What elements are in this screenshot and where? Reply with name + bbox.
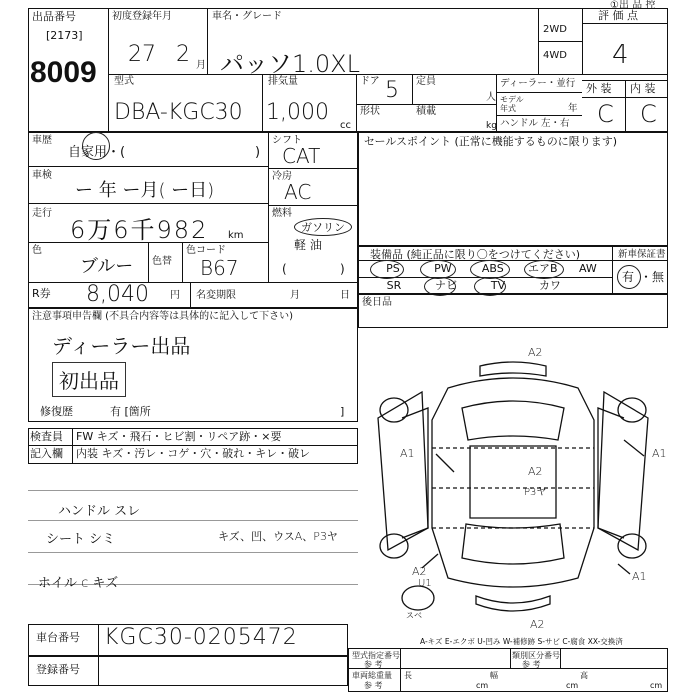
score-value: 4 bbox=[612, 40, 629, 70]
diagram-top: A2 bbox=[528, 346, 543, 359]
score-label: 評 価 点 bbox=[598, 9, 638, 22]
car-name-label: 車名・グレード bbox=[212, 11, 282, 22]
fuel-paren-open: ( bbox=[282, 262, 287, 276]
lot-sub: [2173] bbox=[46, 29, 83, 42]
warranty-no: 無 bbox=[652, 270, 665, 284]
month-unit: 月 bbox=[196, 60, 206, 71]
warranty-label: 新車保証書 bbox=[618, 249, 666, 260]
ref2-label: 参 考 bbox=[522, 660, 541, 669]
name-change-label: 名変期限 bbox=[196, 290, 236, 301]
equip-navi: ナビ bbox=[435, 279, 457, 292]
inspector-row2-label: 記入欄 bbox=[30, 447, 63, 460]
displacement-label: 排気量 bbox=[268, 76, 298, 87]
mileage-label: 走行 bbox=[32, 208, 52, 219]
diagram-bottom-left-note: スベ bbox=[406, 611, 422, 620]
equip-pw: PW bbox=[434, 262, 452, 275]
shape-label: 形状 bbox=[360, 106, 380, 117]
doors-label: ドア bbox=[360, 76, 380, 87]
diagram-right: A1 bbox=[652, 447, 667, 460]
ref3-label: 参 考 bbox=[364, 681, 383, 690]
reg-label: 登録番号 bbox=[36, 663, 80, 676]
diagram-bottom-left: A2 bbox=[412, 565, 427, 578]
inspection-label: 車検 bbox=[32, 170, 52, 181]
color-num-label: 色替 bbox=[152, 256, 172, 267]
cm-1: cm bbox=[476, 681, 489, 690]
diagram-center: A2 bbox=[528, 465, 543, 478]
ext-grade: C bbox=[597, 100, 614, 128]
km-unit: km bbox=[228, 230, 244, 241]
model-label: 型式 bbox=[114, 76, 134, 87]
history-value: 自家用・( bbox=[68, 145, 126, 160]
equip-ps: PS bbox=[386, 262, 400, 275]
height-label: 高 bbox=[580, 671, 588, 680]
model-year-label: モデル年式 bbox=[500, 95, 524, 113]
repair-value: 有 [箇所 bbox=[110, 405, 151, 418]
fuel-alt: 軽 油 bbox=[294, 238, 322, 252]
shift-value: CAT bbox=[282, 144, 321, 168]
fuel-value: ガソリン bbox=[294, 218, 352, 236]
inspector-row1-items: FW キズ・飛石・ヒビ割・リペア跡・×要 bbox=[76, 430, 282, 443]
inspection-value: ー 年 ー月( ー日) bbox=[75, 180, 215, 201]
color-value: ブルー bbox=[80, 256, 134, 277]
ac-value: AC bbox=[284, 180, 312, 204]
chassis-number: KGC30-0205472 bbox=[104, 625, 298, 650]
history-label: 車歴 bbox=[32, 135, 52, 146]
name-change-month: 月 bbox=[290, 290, 300, 301]
inspector-line3: ホイル c キズ bbox=[38, 576, 119, 591]
person-unit: 人 bbox=[486, 92, 496, 103]
rear-items-label: 後日品 bbox=[362, 297, 392, 308]
diagram-left: A1 bbox=[400, 447, 415, 460]
reg-date-label: 初度登録年月 bbox=[112, 11, 172, 22]
inspector-line2-right: キズ、凹、ウスA、P3ヤ bbox=[218, 530, 338, 543]
equip-airbag: エアB bbox=[527, 262, 558, 275]
type-no-label: 型式指定番号 bbox=[352, 651, 400, 660]
repair-label: 修復歴 bbox=[40, 405, 73, 418]
car-name: パッソ1.0XL bbox=[220, 50, 360, 78]
equip-tv: TV bbox=[490, 279, 506, 292]
length-label: 長 bbox=[404, 671, 412, 680]
lot-label: 出品番号 bbox=[32, 10, 76, 23]
shift-label: シフト bbox=[272, 135, 302, 146]
equip-leather: カワ bbox=[539, 279, 561, 292]
fuel-paren-close: ) bbox=[340, 262, 345, 276]
equip-abs: ABS bbox=[481, 262, 504, 275]
circle-airbag bbox=[524, 260, 564, 279]
warranty-yes: 有 bbox=[622, 270, 635, 284]
diagram-bottom-right: A1 bbox=[632, 570, 647, 583]
diagram-center-sub: P3ヤ bbox=[524, 487, 547, 498]
diagram-bottom: A2 bbox=[530, 618, 545, 631]
handle-label: ハンドル 左・右 bbox=[500, 118, 570, 129]
car-diagram bbox=[358, 328, 668, 624]
repair-close: ] bbox=[340, 405, 345, 418]
warranty-circle bbox=[617, 265, 641, 289]
ref1-label: 参 考 bbox=[364, 660, 383, 669]
circle-ps bbox=[370, 260, 404, 279]
dealer-label: ディーラー・並行 bbox=[500, 78, 576, 89]
notes-label: 注意事項申告欄 (不具合内容等は具体的に記入して下さい) bbox=[32, 311, 293, 322]
capacity-label: 定員 bbox=[416, 76, 436, 87]
fuel-label: 燃料 bbox=[272, 208, 292, 219]
inspector-row1-label: 検査員 bbox=[30, 430, 63, 443]
kg-unit: kg bbox=[486, 121, 497, 131]
model-value: DBA-KGC30 bbox=[114, 100, 243, 125]
sales-point-label: セールスポイント (正常に機能するものに限ります) bbox=[364, 135, 618, 148]
equipment-label: 装備品 (純正品に限り〇をつけてください) bbox=[370, 248, 581, 261]
int-grade: C bbox=[640, 100, 657, 128]
displacement-value: 1,000 bbox=[266, 100, 329, 125]
color-code: B67 bbox=[200, 256, 239, 280]
doors-value: 5 bbox=[385, 78, 399, 103]
yen-unit: 円 bbox=[170, 290, 180, 301]
copy-label: ①出 品 控 bbox=[610, 0, 656, 11]
year-unit: 年 bbox=[568, 103, 578, 114]
reg-year: 27 bbox=[128, 42, 156, 67]
history-close: ) bbox=[255, 145, 261, 160]
rear-items-box bbox=[358, 294, 668, 328]
color-label: 色 bbox=[32, 245, 42, 256]
inspector-line1: ハンドル スレ bbox=[58, 504, 141, 519]
recycle-value: 8,040 bbox=[86, 282, 149, 307]
inspector-line2: シート シミ bbox=[46, 532, 116, 547]
notes-line1: ディーラー出品 bbox=[52, 334, 191, 358]
inspector-row2-items: 内装 キズ・汚レ・コゲ・穴・破れ・キレ・破レ bbox=[76, 447, 311, 460]
diagram-bottom-left-sub: U1 bbox=[418, 578, 432, 589]
diagram-legend: A-キズ E-エクボ U-凹み W-補修跡 S-サビ C-腐食 XX-交換済 bbox=[420, 637, 623, 646]
load-label: 積載 bbox=[416, 106, 436, 117]
lot-number: 8009 bbox=[30, 56, 97, 89]
int-label: 内 装 bbox=[630, 82, 656, 95]
class-no-label: 類別区分番号 bbox=[512, 651, 560, 660]
cm-2: cm bbox=[566, 681, 579, 690]
chassis-label: 車台番号 bbox=[36, 631, 80, 644]
name-change-day: 日 bbox=[340, 290, 350, 301]
reg-month: 2 bbox=[176, 42, 190, 67]
drive-2wd: 2WD bbox=[543, 24, 567, 35]
sales-point-box bbox=[358, 132, 668, 246]
cc-unit: cc bbox=[340, 120, 351, 131]
color-code-label: 色コード bbox=[186, 245, 226, 256]
notes-stamp: 初出品 bbox=[52, 362, 126, 397]
cm-3: cm bbox=[650, 681, 663, 690]
equip-sr: SR bbox=[386, 279, 402, 292]
warranty-sep: ・ bbox=[640, 270, 653, 284]
mileage-value: 6万6千982 bbox=[70, 216, 209, 244]
width-label: 幅 bbox=[490, 671, 498, 680]
recycle-label: R券 bbox=[32, 287, 51, 300]
equip-aw: AW bbox=[578, 262, 597, 275]
ac-label: 冷房 bbox=[272, 171, 292, 182]
ext-label: 外 装 bbox=[586, 82, 612, 95]
drive-4wd: 4WD bbox=[543, 50, 567, 61]
weight-label: 車両総重量 bbox=[352, 671, 392, 680]
